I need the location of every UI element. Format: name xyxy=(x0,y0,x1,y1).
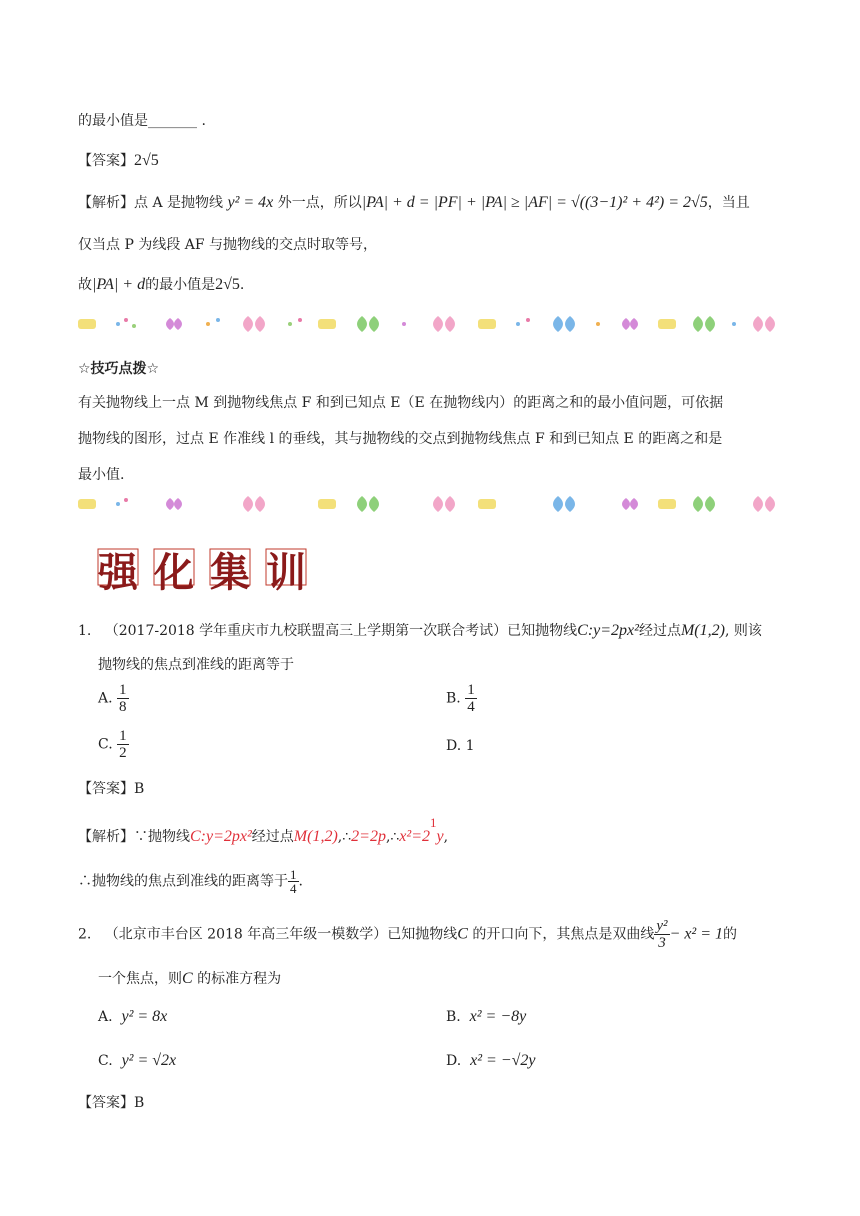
analysis-text: 点 A 是抛物线 xyxy=(134,195,228,211)
curve-c: C xyxy=(457,925,468,943)
parabola-equation: y² = 4x xyxy=(227,194,274,211)
numerator: 1 xyxy=(119,728,127,744)
option-label: B. xyxy=(446,1009,461,1025)
section-title xyxy=(96,541,322,596)
question-text: 的开口向下，其焦点是双曲线 xyxy=(467,926,655,943)
analysis-text: 故 xyxy=(78,277,92,293)
q2-option-b xyxy=(446,1008,526,1026)
analysis-text: , xyxy=(443,829,449,845)
question-text: （2017-2018 学年重庆市九校联盟高三上学期第一次联合考试）已知抛物线 xyxy=(104,623,578,639)
option-fraction xyxy=(117,682,129,715)
denominator: 4 xyxy=(290,881,297,896)
curve-c: C xyxy=(182,970,193,987)
expression: |PA| + d xyxy=(92,276,146,293)
option-label: D. xyxy=(446,738,462,754)
analysis-text: . xyxy=(298,873,303,890)
question-text: 一个焦点，则 xyxy=(98,971,182,987)
answer-line xyxy=(78,150,159,170)
denominator: 2 xyxy=(119,745,127,761)
option-label: C. xyxy=(98,1053,113,1069)
option-equation: y² = 8x xyxy=(121,1008,168,1025)
question-text: , 则该 xyxy=(724,623,762,639)
option-label: B. xyxy=(446,690,461,707)
option-equation: y² = √2x xyxy=(121,1052,177,1069)
analysis-text: ,∴ xyxy=(337,829,352,845)
analysis-text: 外一点，所以 xyxy=(273,195,362,211)
option-label: A. xyxy=(98,1009,113,1025)
analysis-line-3 xyxy=(78,274,244,294)
parabola-equation: C:y=2px² xyxy=(577,622,639,639)
butterfly-divider xyxy=(78,310,778,338)
question-text: （北京市丰台区 2018 年高三年级一模数学）已知抛物线 xyxy=(104,926,458,943)
q1-analysis-line-2 xyxy=(78,868,303,895)
option-label: A. xyxy=(98,690,113,707)
tips-line-1: 有关抛物线上一点 M 到抛物线焦点 F 和到已知点 E（E 在抛物线内）的距离之和的最小值问题，可依据 xyxy=(78,395,724,411)
q1-option-d xyxy=(446,738,475,754)
q1-answer: 【答案】B xyxy=(78,781,145,797)
equation: 2=2p xyxy=(351,828,386,845)
blank-line: 的最小值是_______ . xyxy=(78,113,206,129)
q1-analysis-line-1 xyxy=(78,815,449,846)
q2-option-c xyxy=(98,1052,176,1070)
butterfly-divider xyxy=(78,490,778,518)
q2-option-a xyxy=(98,1008,167,1026)
hyperbola-fraction xyxy=(654,918,669,951)
point-m: M(1,2) xyxy=(680,622,725,639)
tips-title: ☆技巧点拨☆ xyxy=(78,361,160,377)
option-fraction xyxy=(117,728,129,761)
distance-chain: |PA| + d = |PF| + |PA| ≥ |AF| = √((3−1)² + 4²) = 2√5 xyxy=(361,194,708,211)
option-equation: x² = −√2y xyxy=(470,1052,536,1069)
analysis-text: ∴抛物线的焦点到准线的距离等于 xyxy=(78,873,288,890)
option-label: C. xyxy=(98,736,113,753)
distance-fraction xyxy=(288,868,299,895)
q2-answer: 【答案】B xyxy=(78,1095,145,1111)
analysis-text: ∵抛物线 xyxy=(134,829,190,845)
q1-option-b xyxy=(446,682,477,715)
q1-option-a xyxy=(98,682,129,715)
analysis-text: ,∴ xyxy=(385,829,400,845)
butterfly-divider-pattern xyxy=(78,496,775,512)
variable: y xyxy=(436,828,444,845)
denominator: 8 xyxy=(119,699,127,715)
answer-label: 【答案】 xyxy=(78,153,134,169)
numerator: 1 xyxy=(119,682,127,698)
question-text: 的标准方程为 xyxy=(192,971,282,987)
analysis-text: 的最小值是 xyxy=(145,277,216,293)
analysis-text: 经过点 xyxy=(251,829,294,845)
denominator: 4 xyxy=(467,699,475,715)
question-text: 经过点 xyxy=(638,623,681,639)
analysis-line-1 xyxy=(78,192,750,212)
q2-line-1 xyxy=(78,918,737,951)
analysis-line-2: 仅当点 P 为线段 AF 与抛物线的交点时取等号， xyxy=(78,237,378,253)
fraction-numerator: 1 xyxy=(430,815,437,830)
option-label: D. xyxy=(446,1053,462,1069)
parabola-equation: C:y=2px² xyxy=(190,828,252,845)
q2-line-2 xyxy=(98,968,281,988)
analysis-text: ，当且 xyxy=(707,195,750,211)
numerator: 1 xyxy=(467,682,475,698)
q1-option-c xyxy=(98,728,129,761)
option-value: 1 xyxy=(465,738,475,754)
hyperbola-equation: − x² = 1 xyxy=(669,925,724,943)
answer-value: 2√5 xyxy=(134,152,159,169)
tips-line-2: 抛物线的图形，过点 E 作准线 l 的垂线，其与抛物线的交点到抛物线焦点 F 和到已知点 E 的距离之和是 xyxy=(78,431,723,447)
equation: x²=2 xyxy=(399,828,430,845)
numerator: y² xyxy=(656,918,668,934)
option-equation: x² = −8y xyxy=(469,1008,527,1025)
analysis-text: . xyxy=(239,277,245,293)
butterfly-divider-pattern xyxy=(78,316,775,332)
q2-option-d xyxy=(446,1052,535,1070)
point-m: M(1,2) xyxy=(293,828,338,845)
question-number: 2. xyxy=(78,926,92,943)
q1-line-2: 抛物线的焦点到准线的距离等于 xyxy=(98,657,294,673)
analysis-label: 【解析】 xyxy=(78,829,134,845)
option-fraction xyxy=(465,682,477,715)
denominator: 3 xyxy=(658,935,666,951)
section-title-text: 强化集训 xyxy=(98,549,322,596)
q1-line-1 xyxy=(78,620,762,640)
analysis-label: 【解析】 xyxy=(78,195,134,211)
question-number: 1. xyxy=(78,623,92,639)
numerator: 1 xyxy=(290,867,297,882)
min-value: 2√5 xyxy=(215,276,240,293)
tips-line-3: 最小值. xyxy=(78,467,125,483)
question-text: 的 xyxy=(723,926,738,943)
